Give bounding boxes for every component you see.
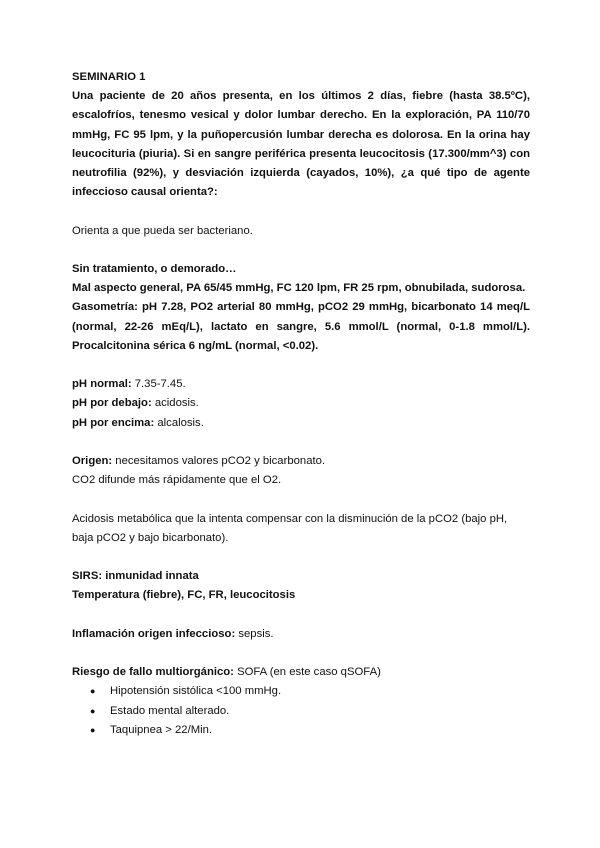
document-page [72,68,530,740]
ph-high-value: alcalosis. [154,416,204,429]
bullet-icon: ● [90,705,96,716]
ph-normal-value: 7.35-7.45. [131,378,186,391]
spacer [72,606,530,625]
spacer [72,241,530,260]
origin-line [72,452,530,471]
origin-label: Origen: [72,455,113,467]
sirs-heading: SIRS: inmunidad innata [72,570,199,583]
spacer [72,202,530,221]
ph-low-value: acidosis. [151,397,199,410]
risk-value: SOFA (en este caso qSOFA) [233,666,381,679]
origin-value: necesitamos valores pCO2 y bicarbonato. [112,455,326,467]
answer-paragraph: Orienta a que pueda ser bacteriano. [72,224,253,237]
qsofa-list [72,682,530,740]
gasometry-paragraph: Gasometría: pH 7.28, PO2 arterial 80 mmHg, pCO2 29 mmHg, bicarbonato 14 meq/L (normal, 22-26 mEq/L), lactato en sangre, 5.6 mmol/L (normal, 0-1.8 mmol/L). Procalcitonina sérica 6 ng/mL (normal, <0.02). [72,301,530,352]
list-item-text: Estado mental alterado. [110,704,230,717]
ph-high-label: pH por encima: [72,416,155,429]
untreated-heading: Sin tratamiento, o demorado… [72,263,237,275]
ph-normal-label: pH normal: [72,378,132,391]
inflammation-line [72,625,530,644]
ph-normal-line [72,375,530,394]
bullet-icon: ● [90,724,96,735]
spacer [72,490,530,509]
spacer [72,548,530,567]
list-item [72,721,530,740]
list-item-text: Taquipnea > 22/Min. [110,723,213,736]
ph-low-line [72,394,530,413]
co2-note: CO2 difunde más rápidamente que el O2. [72,474,282,487]
inflammation-label: Inflamación origen infeccioso: [72,627,236,640]
case-intro: Una paciente de 20 años presenta, en los últimos 2 días, fiebre (hasta 38.5ºC), escalofríos, tenesmo vesical y dolor lumbar derecho. En la exploración, PA 110/70 mmHg, FC 95 lpm, y la puñopercusión lumbar derecha es dolorosa. En la orina hay leucocituria (piuria). Si en sangre periférica presenta leucocitosis (17.300/mm^3) con neutrofilia (92%), y desviación izquierda (cayados, 10%), ¿a qué tipo de agente infeccioso causal orienta?: [72,90,530,199]
bullet-icon: ● [90,686,96,697]
acidosis-note: Acidosis metabólica que la intenta compensar con la disminución de la pCO2 (bajo pH, baja pCO2 y bajo bicarbonato). [72,512,508,544]
inflammation-value: sepsis. [235,627,274,640]
ph-low-label: pH por debajo: [72,397,152,410]
spacer [72,433,530,452]
risk-label: Riesgo de fallo multiorgánico: [72,666,234,679]
document-title: SEMINARIO 1 [72,71,146,83]
list-item [72,682,530,701]
list-item-text: Hipotensión sistólica <100 mmHg. [110,685,282,698]
spacer [72,644,530,663]
untreated-vitals: Mal aspecto general, PA 65/45 mmHg, FC 120 lpm, FR 25 rpm, obnubilada, sudorosa. [72,282,526,295]
spacer [72,356,530,375]
sirs-criteria: Temperatura (fiebre), FC, FR, leucocitosis [72,589,296,602]
list-item [72,702,530,721]
ph-high-line [72,414,530,433]
risk-line [72,663,530,682]
